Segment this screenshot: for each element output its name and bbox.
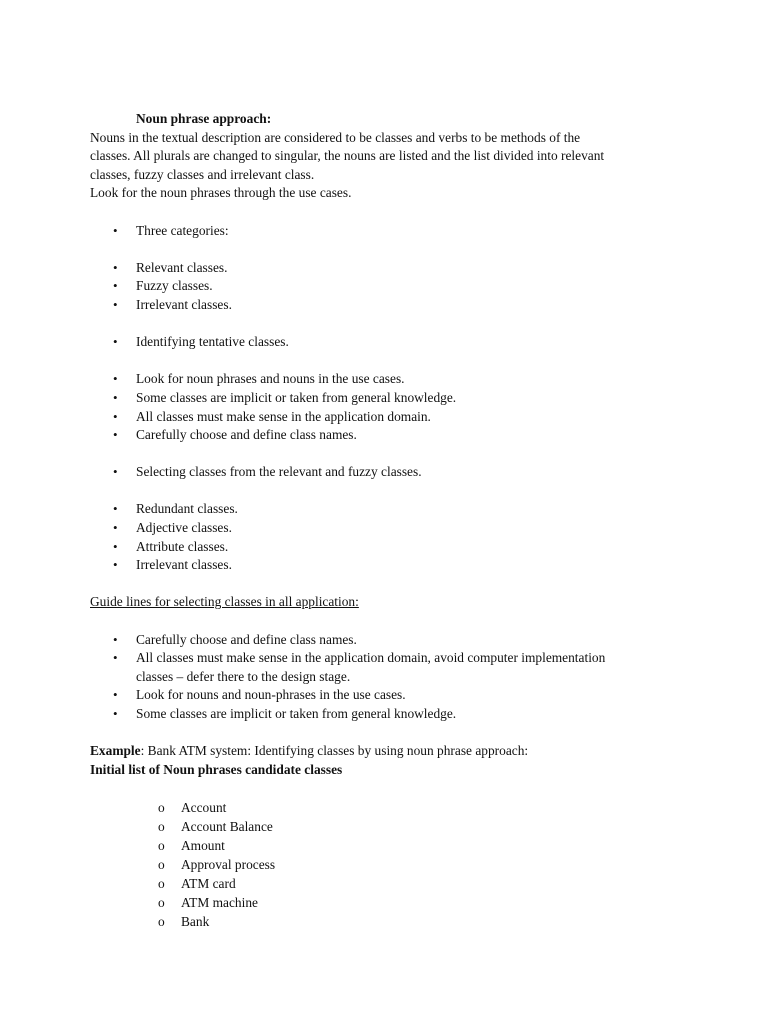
bullet-icon: •	[113, 427, 118, 443]
candidate-class-item	[90, 893, 690, 912]
bullet-icon: •	[113, 259, 118, 275]
section-heading: Noun phrase approach:	[136, 111, 272, 126]
guideline-text: All classes must make sense in the application domain, avoid computer implementation classes – defer there to the design stage.	[136, 650, 606, 684]
bullet-text: Identifying tentative classes.	[136, 334, 289, 350]
bullet-item	[90, 277, 690, 296]
bullet-text: Relevant classes.	[136, 259, 228, 275]
bullet-list	[90, 370, 690, 444]
bullet-item	[90, 296, 690, 315]
candidate-class-text: ATM machine	[181, 894, 258, 910]
bullet-text: Adjective classes.	[136, 520, 232, 536]
bullet-item	[90, 500, 690, 519]
bullet-text: Fuzzy classes.	[136, 278, 213, 294]
guideline-item	[90, 686, 690, 705]
circle-bullet-icon: o	[158, 818, 165, 834]
guideline-text: Look for nouns and noun-phrases in the use cases.	[136, 687, 406, 703]
bullet-text: All classes must make sense in the application domain.	[136, 408, 431, 424]
bullet-icon: •	[113, 687, 118, 703]
candidate-class-item	[90, 817, 690, 836]
guideline-text: Carefully choose and define class names.	[136, 631, 357, 647]
bullet-text: Irrelevant classes.	[136, 296, 232, 312]
bullet-icon: •	[113, 501, 118, 517]
bullet-item	[90, 370, 690, 389]
intro-line: classes. All plurals are changed to singular, the nouns are listed and the list divided into relevant	[90, 148, 605, 164]
bullet-text: Irrelevant classes.	[136, 557, 232, 573]
bullet-list	[90, 259, 690, 315]
intro-line: classes, fuzzy classes and irrelevant class.	[90, 166, 315, 182]
bullet-icon: •	[113, 222, 118, 238]
bullet-item	[90, 519, 690, 538]
bullet-icon: •	[113, 464, 118, 480]
candidate-class-text: Account	[181, 799, 227, 815]
bullet-item	[90, 556, 690, 575]
bullet-icon: •	[113, 278, 118, 294]
candidate-class-text: ATM card	[181, 875, 236, 891]
bullet-text: Carefully choose and define class names.	[136, 427, 357, 443]
candidate-class-item	[90, 874, 690, 893]
bullet-list	[90, 500, 690, 574]
document-page	[90, 110, 690, 931]
bullet-icon: •	[113, 389, 118, 405]
guideline-item	[90, 649, 690, 686]
candidate-class-text: Approval process	[181, 856, 276, 872]
circle-bullet-icon: o	[158, 837, 165, 853]
bullet-icon: •	[113, 408, 118, 424]
bullet-icon: •	[113, 296, 118, 312]
example-text: : Bank ATM system: Identifying classes by using noun phrase approach:	[140, 743, 529, 759]
bullet-item	[90, 426, 690, 445]
bullet-groups	[90, 222, 690, 575]
candidate-class-text: Account Balance	[181, 818, 273, 834]
initial-list-title: Initial list of Noun phrases candidate classes	[90, 761, 343, 777]
bullet-icon: •	[113, 538, 118, 554]
circle-bullet-icon: o	[158, 894, 165, 910]
bullet-list	[90, 463, 690, 482]
circle-bullet-icon: o	[158, 799, 165, 815]
circle-bullet-icon: o	[158, 875, 165, 891]
guideline-item	[90, 705, 690, 724]
bullet-item	[90, 333, 690, 352]
guidelines-title: Guide lines for selecting classes in all application:	[90, 594, 359, 610]
example-line	[90, 742, 690, 761]
bullet-icon: •	[113, 371, 118, 387]
bullet-item	[90, 389, 690, 408]
candidate-class-item	[90, 912, 690, 931]
bullet-text: Redundant classes.	[136, 501, 238, 517]
intro-paragraph	[90, 129, 690, 203]
bullet-icon: •	[113, 520, 118, 536]
guidelines-list	[90, 631, 690, 724]
candidate-class-item	[90, 855, 690, 874]
bullet-item	[90, 408, 690, 427]
bullet-text: Look for noun phrases and nouns in the use cases.	[136, 371, 405, 387]
candidate-classes-list	[90, 798, 690, 931]
bullet-item	[90, 259, 690, 278]
guideline-text: Some classes are implicit or taken from general knowledge.	[136, 706, 457, 721]
guideline-item	[90, 631, 690, 650]
intro-line: Nouns in the textual description are considered to be classes and verbs to be methods of the	[90, 129, 581, 145]
bullet-item	[90, 463, 690, 482]
bullet-text: Selecting classes from the relevant and fuzzy classes.	[136, 464, 422, 480]
candidate-class-item	[90, 798, 690, 817]
circle-bullet-icon: o	[158, 913, 165, 929]
bullet-icon: •	[113, 334, 118, 350]
bullet-list	[90, 222, 690, 241]
bullet-icon: •	[113, 631, 118, 647]
bullet-text: Attribute classes.	[136, 538, 229, 554]
bullet-item	[90, 538, 690, 557]
example-label: Example	[90, 743, 141, 759]
candidate-class-text: Amount	[181, 837, 225, 853]
bullet-icon: •	[113, 557, 118, 573]
circle-bullet-icon: o	[158, 856, 165, 872]
candidate-class-text: Bank	[181, 913, 210, 929]
bullet-text: Three categories:	[136, 222, 229, 238]
bullet-list	[90, 333, 690, 352]
candidate-class-item	[90, 836, 690, 855]
bullet-item	[90, 222, 690, 241]
intro-line: Look for the noun phrases through the use cases.	[90, 185, 352, 201]
bullet-icon: •	[113, 650, 118, 666]
bullet-icon: •	[113, 706, 118, 721]
bullet-text: Some classes are implicit or taken from general knowledge.	[136, 389, 457, 405]
